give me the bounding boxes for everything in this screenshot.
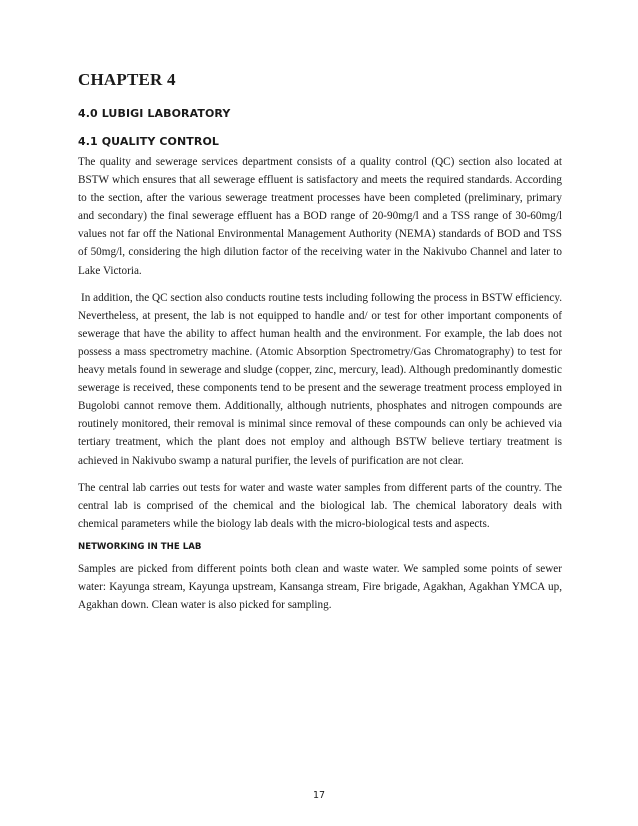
chapter-title: CHAPTER 4	[78, 70, 176, 89]
networking-heading: NETWORKING IN THE LAB	[78, 541, 202, 552]
subsection-title: 4.1 QUALITY CONTROL	[78, 135, 220, 148]
paragraph-networking: Samples are picked from different points both clean and waste water. We sampled some points of sewer water: Kayunga stream, Kayunga upstream, Kansanga stream, Fire brigade, Agakhan, Agakhan YMCA up, Agakhan down. Clean water is also picked for sampling.	[78, 562, 562, 612]
page-number: 17	[312, 790, 326, 801]
paragraph-central-lab: The central lab carries out tests for water and waste water samples from different parts of the country. The central lab is comprised of the chemical and the biological lab. The chemical laboratory deals with chemical parameters while the biology lab deals with the micro-biological tests and aspects.	[78, 481, 562, 530]
paragraph-quality-control: The quality and sewerage services department consists of a quality control (QC) section also located at BSTW which ensures that all sewerage effluent is satisfactory and meets the required standards. According to the section, after the various sewerage treatment processes have been completed (preliminary, primary and secondary) the final sewerage effluent has a BOD range of 20-90mg/l and a TSS range of 30-60mg/l values not far off the National Environmental Management Authority (NEMA) standards of BOD and TSS of 50mg/l, considering the high dilution factor of the receiving water in the Nakivubo Channel and later to Lake Victoria.	[78, 156, 562, 277]
document-page	[78, 70, 562, 623]
paragraph-qc-routine-tests: In addition, the QC section also conducts routine tests including following the process in BSTW efficiency. Nevertheless, at present, the lab is not equipped to handle and/ or test for other important components of sewerage that have the ability to affect human health and the environment. For example, the lab does not possess a mass spectrometry machine. (Atomic Absorption Spectrometry/Gas Chromatography) to test for heavy metals found in sewerage and sludge (copper, zinc, mercury, lead). Although predominantly domestic sewerage is received, these components tend to be present and the sewerage treatment process employed in Bugolobi cannot remove them. Additionally, although nutrients, phosphates and nitrogen compounds are routinely monitored, their removal is minimal since removal of these compounds can only be achieved via tertiary treatment, which the plant does not employ and although BSTW believe tertiary treatment is achieved in Nakivubo swamp a natural purifier, the levels of purification are not clear.	[78, 291, 562, 467]
section-title: 4.0 LUBIGI LABORATORY	[78, 107, 231, 120]
